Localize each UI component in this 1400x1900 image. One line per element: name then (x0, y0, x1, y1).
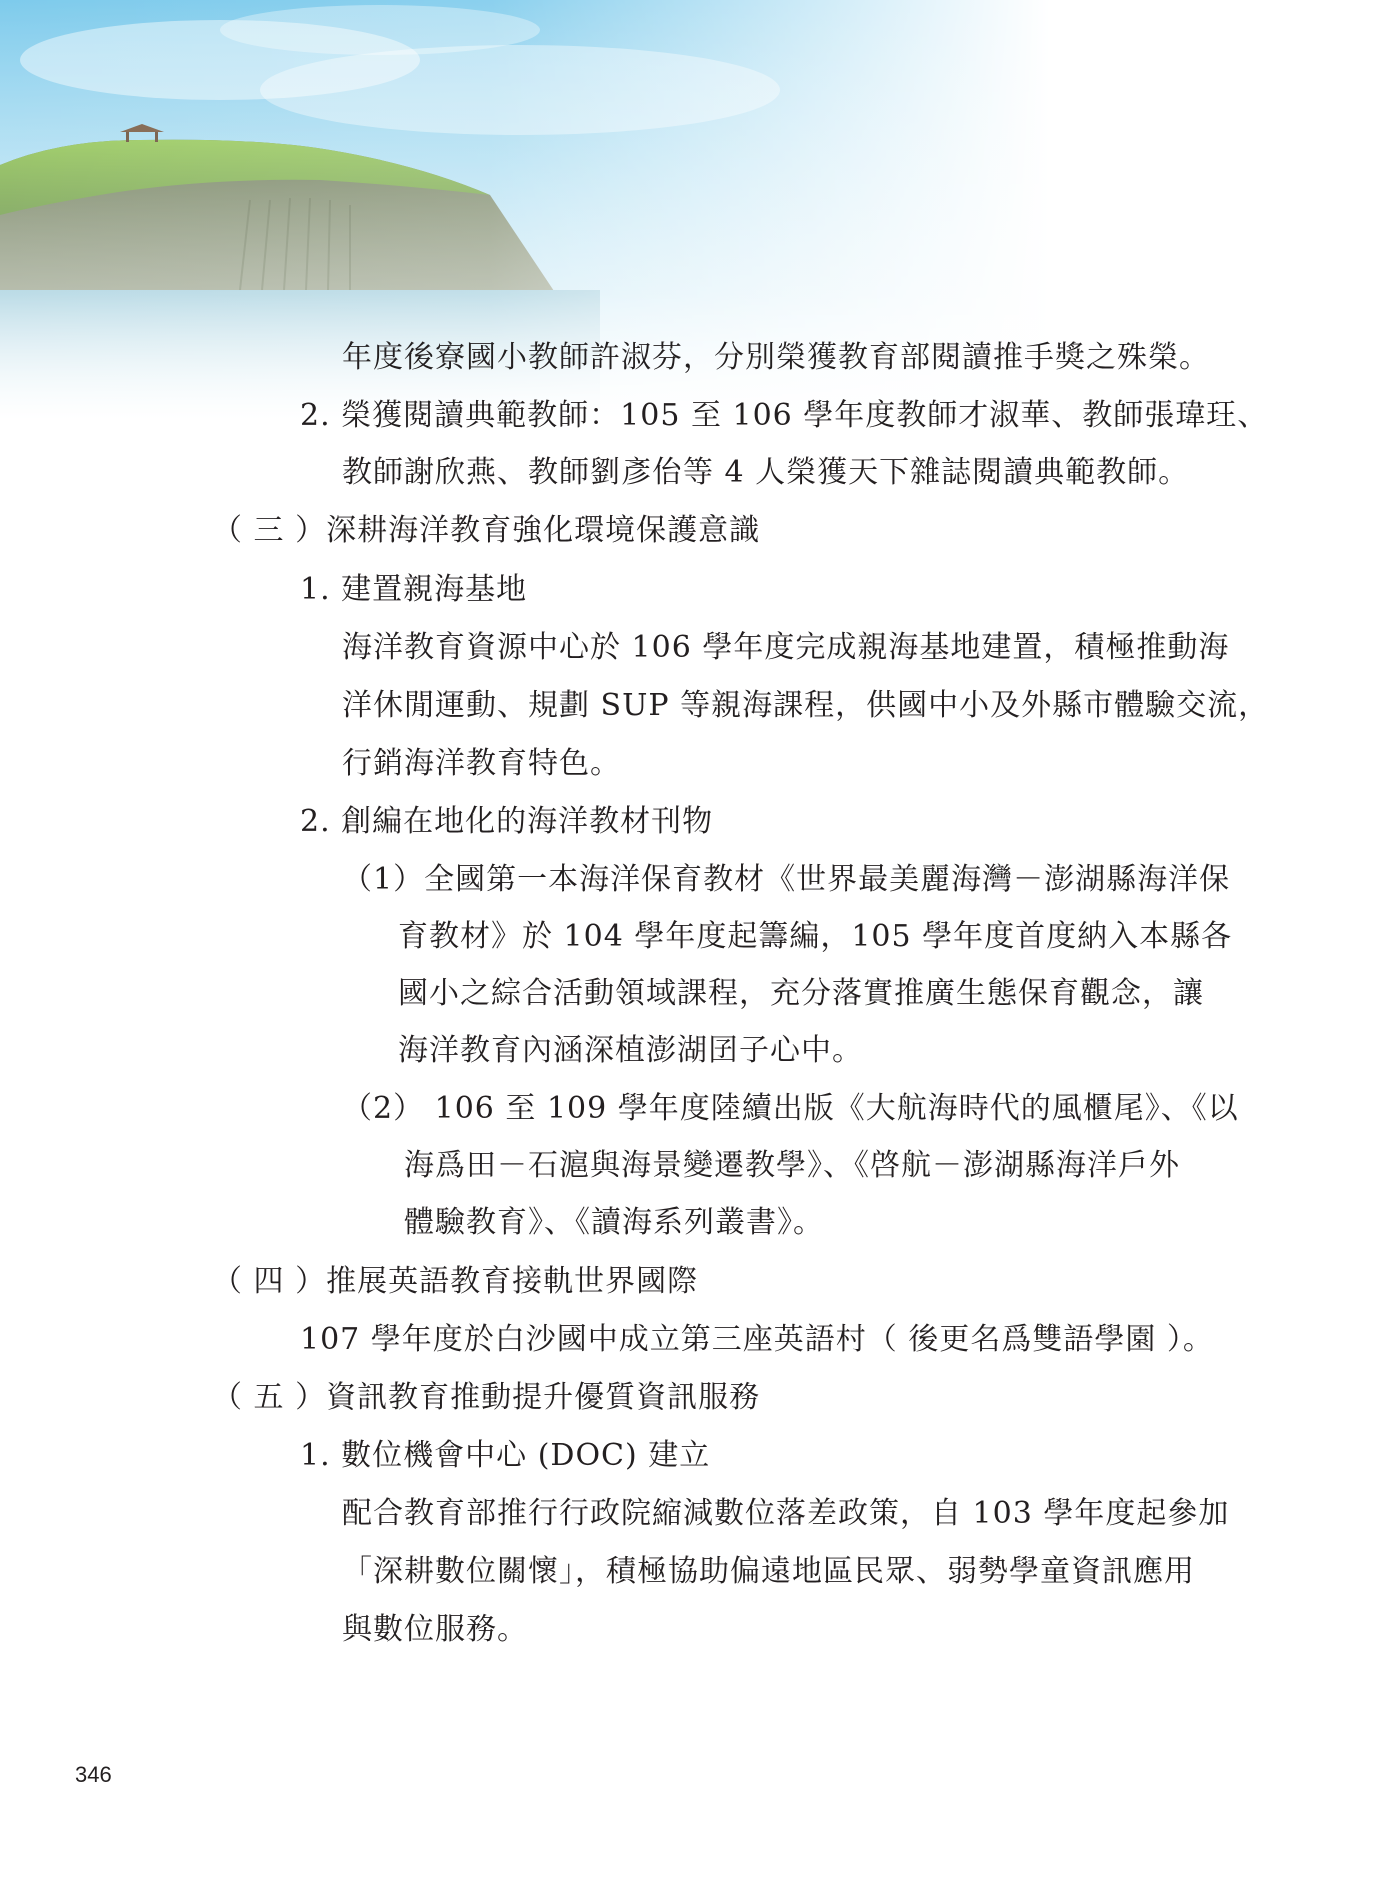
sub-item-line: （1）全國第一本海洋保育教材《世界最美麗海灣－澎湖縣海洋保 (342, 862, 1231, 897)
paragraph-line: 與數位服務。 (342, 1612, 528, 1647)
paragraph-line: 海爲田－石滬與海景變遷教學》、《啓航－澎湖縣海洋戶外 (404, 1148, 1180, 1183)
paragraph-line: 國小之綜合活動領域課程，充分落實推廣生態保育觀念，讓 (398, 976, 1204, 1011)
list-item-heading: 1. 建置親海基地 (300, 572, 528, 607)
paragraph-line: 107 學年度於白沙國中成立第三座英語村（ 後更名爲雙語學園 ）。 (300, 1322, 1214, 1357)
paragraph-line: 洋休閒運動、規劃 SUP 等親海課程，供國中小及外縣市體驗交流， (342, 688, 1270, 723)
sub-item-line: （2） 106 至 109 學年度陸續出版《大航海時代的風櫃尾》、《以 (342, 1091, 1239, 1126)
paragraph-line: 年度後寮國小教師許淑芬，分別榮獲教育部閱讀推手獎之殊榮。 (342, 340, 1210, 375)
paragraph-line: 「深耕數位關懷」，積極協助偏遠地區民眾、弱勢學童資訊應用 (342, 1554, 1195, 1589)
section-heading: （ 四 ）推展英語教育接軌世界國際 (212, 1264, 699, 1299)
paragraph-line: 體驗教育》、《讀海系列叢書》。 (404, 1205, 824, 1240)
paragraph-line: 配合教育部推行行政院縮減數位落差政策，自 103 學年度起參加 (342, 1496, 1230, 1531)
list-item-heading: 1. 數位機會中心 (DOC) 建立 (300, 1438, 711, 1473)
paragraph-line: 育教材》於 104 學年度起籌編，105 學年度首度納入本縣各 (398, 919, 1233, 954)
paragraph-line: 海洋教育資源中心於 106 學年度完成親海基地建置，積極推動海 (342, 630, 1230, 665)
paragraph-line: 海洋教育內涵深植澎湖囝子心中。 (398, 1033, 863, 1068)
paragraph-line: 行銷海洋教育特色。 (342, 746, 621, 781)
list-item-heading: 2. 創編在地化的海洋教材刊物 (300, 804, 714, 839)
section-heading: （ 三 ）深耕海洋教育強化環境保護意識 (212, 513, 761, 548)
section-heading: （ 五 ）資訊教育推動提升優質資訊服務 (212, 1380, 761, 1415)
page-number: 346 (75, 1762, 112, 1787)
list-item-heading: 2. 榮獲閱讀典範教師：105 至 106 學年度教師才淑華、教師張瑋玨、 (300, 398, 1269, 433)
paragraph-line: 教師謝欣燕、教師劉彥佁等 4 人榮獲天下雜誌閱讀典範教師。 (342, 455, 1190, 490)
